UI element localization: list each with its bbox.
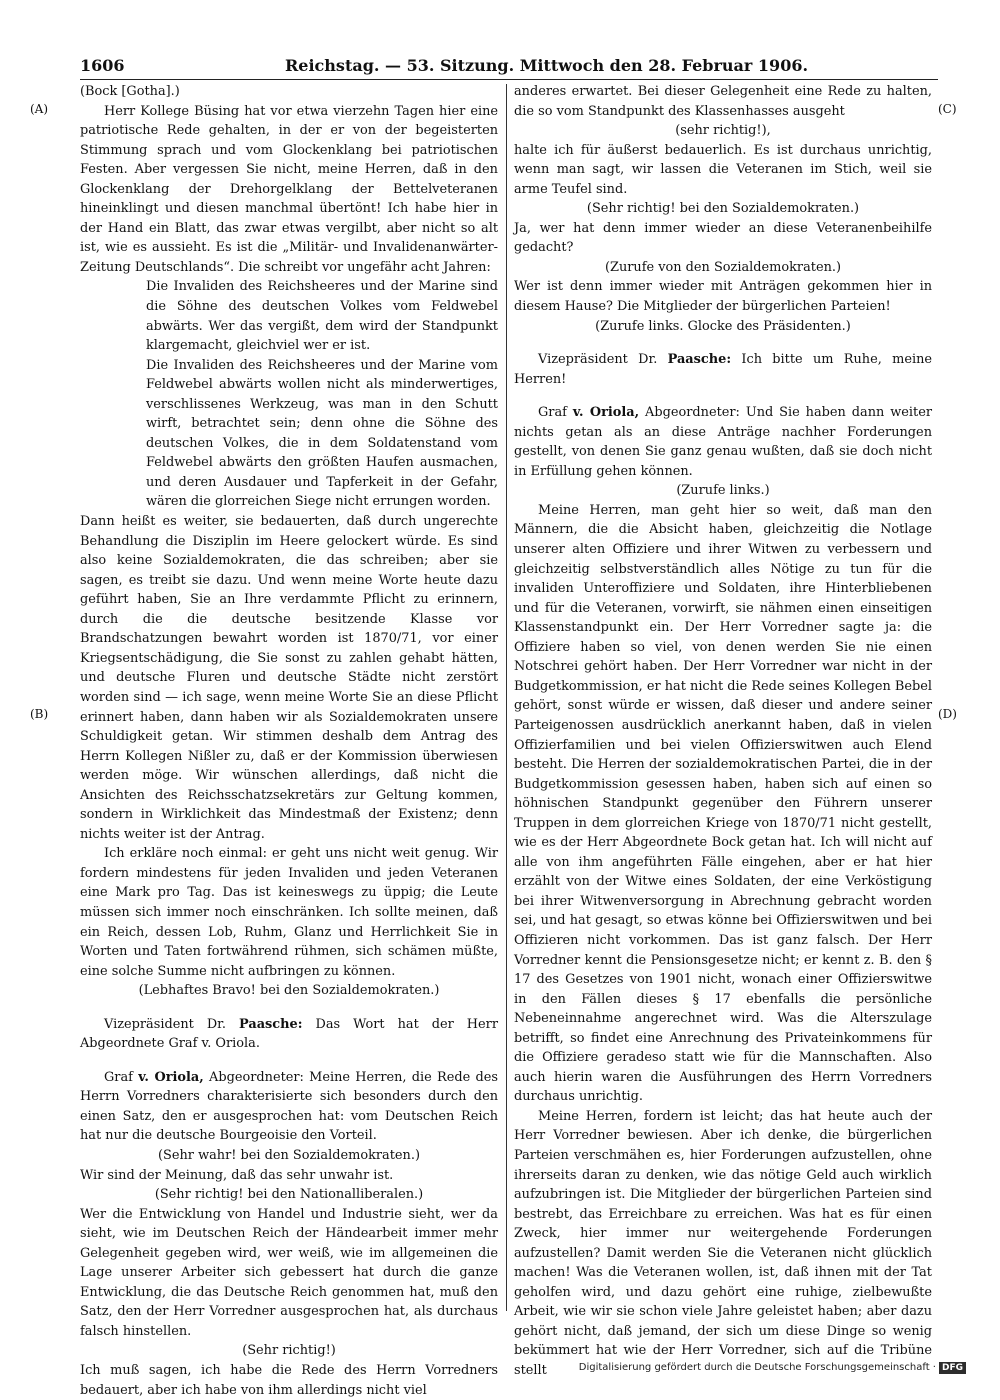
speaker-name: Paasche: <box>667 352 732 368</box>
speaker-paragraph <box>80 1068 498 1146</box>
speaker-title: Graf <box>104 1069 139 1085</box>
interjection: (Sehr richtig! bei den Sozialdemokraten.) <box>586 201 860 217</box>
column-divider <box>506 84 507 1311</box>
interjection: (sehr richtig!), <box>675 123 771 139</box>
speaker-paragraph <box>514 403 932 481</box>
speaker-continuation: (Bock [Gotha].) <box>80 84 180 99</box>
paragraph: Meine Herren, man geht hier so weit, daß man den Männern, die die Absicht haben, gleichzeitig die Notlage unserer alten Offiziere und ihrer Witwen zu verbessern und gleichzeitig selbstverständlich alles Nötige zu tun für die invaliden Unteroffiziere und Soldaten, ihre Hinterbliebenen und für die Veteranen, vorwirft, sie nähmen einen einseitigen Klassenstandpunkt ein. Der Herr Vorredner sagte ja: die Offiziere haben so viel, von denen werden Sie nie einen Notschrei gehört haben. Der Herr Vorredner war nicht in der Budgetkommission, er hat nicht die Rede seines Kollegen Bebel gehört, sonst würde er wissen, daß dieser und andere seiner Parteigenossen ausdrücklich anerkannt haben, daß in vielen Offizierfamilien und bei vielen Offizierswitwen auch Elend besteht. Die Herren der sozialdemokratischen Partei, die in der Budgetkommission gesessen haben, haben sich auf einen so höhnischen Standpunkt gegenüber den Führern unserer Truppen in dem glorreichen Kriege von 1870/71 nicht gestellt, wie es der Herr Abgeordnete Bock getan hat. Ich will nicht auf alle von ihm angeführten Fälle eingehen, aber er hat hier erzählt von der Witwe eines Soldaten, der eine Verköstigung bei ihrer Witwenversorgung in Abrechnung gebracht worden sei, und hat gesagt, so etwas könne bei Offizierswitwen und bei Offizieren nicht vorkommen. Das ist ganz falsch. Der Herr Vorredner kennt die Pensionsgesetze nicht; er kennt z. B. den § 17 des Gesetzes von 1901 nicht, wonach einer Offizierswitwe in den Fällen dieses § 17 ebenfalls die persönliche Nebeneinnahme angerechnet wird. Was die Alterszulage betrifft, so findet eine Anrechnung des Privateinkommens für die Offiziere geradeso statt wie für die Mannschaften. Also auch hierin waren die Ausführungen des Herrn Vorredners durchaus unrichtig. <box>514 502 932 1105</box>
speech-text: Abgeordneter: Meine Herren, die Rede des Herrn Vorredners charakterisierte sich besonders durch den einen Satz, den er ausgesprochen hat: vom Deutschen Reich hat nur die deutsche Bourgeoisie den Vorteil. <box>80 1069 499 1144</box>
margin-marker-d: (D) <box>938 707 957 721</box>
interjection: (Sehr richtig!) <box>242 1343 336 1359</box>
speaker-title: Vizepräsident Dr. <box>538 352 668 368</box>
speaker-paragraph <box>80 1015 498 1054</box>
paragraph: Ich muß sagen, ich habe die Rede des Herrn Vorredners bedauert, aber ich habe von ihm allerdings nicht viel <box>80 1363 498 1398</box>
speech-text: Ich bitte um Ruhe, meine Herren! <box>514 352 932 387</box>
page-header <box>80 56 938 78</box>
running-title: Reichstag. — 53. Sitzung. Mittwoch den 28. Februar 1906. <box>285 56 809 75</box>
speaker-name: Paasche: <box>239 1016 303 1032</box>
paragraph: halte ich für äußerst bedauerlich. Es ist durchaus unrichtig, wenn man sagt, wir lassen die Veteranen im Stich, weil sie arme Teufel sind. <box>514 142 932 197</box>
paragraph: Ja, wer hat denn immer wieder an diese Veteranenbeihilfe gedacht? <box>514 220 932 256</box>
speech-text: Das Wort hat der Herr Abgeordnete Graf v. Oriola. <box>80 1016 498 1052</box>
page-number: 1606 <box>80 56 125 75</box>
margin-marker-b: (B) <box>30 707 49 721</box>
interjection: (Sehr richtig! bei den Nationalliberalen.) <box>154 1187 424 1203</box>
speaker-paragraph <box>514 350 932 389</box>
quotation: Die Invaliden des Reichsheeres und der Marine vom Feldwebel abwärts wollen nicht als minderwertiges, verschlissenes Werkzeug, was man in den Schutt wirft, betrachtet sein; denn ohne die Söhne des deutschen Volkes, die in dem Soldatenstand vom Feldwebel abwärts den größten Haufen ausmachen, und deren Ausdauer und Tapferkeit in der Gefahr, wären die glorreichen Siege nicht errungen worden. <box>146 357 498 510</box>
margin-marker-a: (A) <box>30 102 49 116</box>
right-column <box>514 82 932 1381</box>
paragraph: Meine Herren, fordern ist leicht; das hat heute auch der Herr Vorredner bewiesen. Aber ich denke, die bürgerlichen Parteien verschmähen es, hier Forderungen aufzustellen, ohne ihrerseits daran zu denken, wie das nötige Geld auch wirklich aufzubringen ist. Die Mitglieder der bürgerlichen Parteien sind bestrebt, das Erreichbare zu erreichen. Was hat es für einen Zweck, hier immer nur weitergehende Forderungen aufzustellen? Damit werden Sie die Veteranen nicht glücklich machen! Was die Veteranen wollen, ist, daß ihnen mit der Tat geholfen wird, und dazu gehört eine ruhige, zielbewußte Arbeit, wie wir sie schon viele Jahre geleistet haben; aber dazu gehört nicht, daß jemand, der sich um diese Dinge so wenig bekümmert hat wie der Herr Vorredner, sich auf die Tribüne stellt <box>514 1108 932 1378</box>
paragraph: Dann heißt es weiter, sie bedauerten, daß durch ungerechte Behandlung die Disziplin im Heere gelockert würde. Es sind also keine Sozialdemokraten, die das schreiben; aber sie sagen, es treibt sie dazu. Und wenn meine Worte heute dazu geführt haben, Sie an Ihre verdammte Pflicht zu erinnern, durch die die deutsche besitzende Klasse vor Brandschatzungen bewahrt worden ist 1870/71, vor einer Kriegsentschädigung, die Sie sonst zu zahlen gehabt hätten, und deutsche Fluren und deutsche Städte nicht zerstört worden sind — ich sage, wenn meine Worte Sie an diese Pflicht erinnert haben, dann haben wir als Sozialdemokraten unsere Schuldigkeit getan. Wir stimmen deshalb dem Antrag des Herrn Kollegen Nißler zu, daß er der Kommission überwiesen werden möge. Wir wünschen allerdings, daß nicht die Ansichten des Reichsschatzsekretärs zur Geltung kommen, sondern in Wirklichkeit das Mindestmaß der Existenz; denn nichts weiter ist der Antrag. <box>80 514 498 842</box>
dfg-logo: DFG <box>939 1362 966 1374</box>
speaker-name: v. Oriola, <box>572 405 640 421</box>
left-column <box>80 82 498 1400</box>
paragraph: anderes erwartet. Bei dieser Gelegenheit eine Rede zu halten, die so vom Standpunkt des Klassenhasses ausgeht <box>514 84 932 119</box>
speaker-name: v. Oriola, <box>138 1069 204 1085</box>
paragraph: Ich erkläre noch einmal: er geht uns nicht weit genug. Wir fordern mindestens für jeden Invaliden und jeden Veteranen eine Mark pro Tag. Das ist keineswegs zu üppig; die Leute müssen sich immer noch einschränken. Ich sollte meinen, daß ein Reich, dessen Lob, Ruhm, Glanz und Herrlichkeit Sie in Worten und Taten fortwährend rühmen, sich schämen müßte, eine solche Summe nicht aufbringen zu können. <box>80 846 498 979</box>
paragraph: Herr Kollege Büsing hat vor etwa vierzehn Tagen hier eine patriotische Rede gehalten, in der er von der begeisterten Stimmung sprach und vom Glockenklang bei patriotischen Festen. Aber vergessen Sie nicht, meine Herren, daß in den Glockenklang der Drehorgelklang der Bettelveteranen hineinklingt und diesen manchmal übertönt! Ich habe hier in der Hand ein Blatt, das zwar etwas vergilbt, aber nicht so alt ist, wie es aussieht. Es ist die „Militär- und Invalidenanwärter-Zeitung Deutschlands“. Die schreibt vor ungefähr acht Jahren: <box>80 103 498 275</box>
speech-text: Abgeordneter: Und Sie haben dann weiter nichts getan als an diese Anträge nachher Forderungen gestellt, von denen Sie ganz genau wußten, daß sie doch nicht in Erfüllung gehen können. <box>514 405 933 479</box>
margin-marker-c: (C) <box>938 102 957 116</box>
paragraph: Wer ist denn immer wieder mit Anträgen gekommen hier in diesem Hause? Die Mitglieder der bürgerlichen Parteien! <box>514 279 932 315</box>
interjection: (Zurufe links.) <box>676 483 770 499</box>
interjection: (Zurufe links. Glocke des Präsidenten.) <box>595 318 851 334</box>
speaker-title: Graf <box>538 405 573 421</box>
interjection: (Sehr wahr! bei den Sozialdemokraten.) <box>158 1147 420 1163</box>
footer-credit <box>579 1362 966 1374</box>
paragraph: Wer die Entwicklung von Handel und Industrie sieht, wer da sieht, wie im Deutschen Reich der Händearbeit immer mehr Gelegenheit gegeben wird, wer weiß, wie im allgemeinen die Lage unserer Arbeiter sich gebessert hat durch die ganze Entwicklung, die das Deutsche Reich genommen hat, muß den Satz, den der Herr Vorredner ausgesprochen hat, als durchaus falsch hinstellen. <box>80 1206 498 1339</box>
header-rule <box>80 79 938 80</box>
interjection: (Lebhaftes Bravo! bei den Sozialdemokraten.) <box>138 983 440 999</box>
paragraph: Wir sind der Meinung, daß das sehr unwahr ist. <box>80 1167 394 1183</box>
interjection: (Zurufe von den Sozialdemokraten.) <box>604 259 842 275</box>
footer-text: Digitalisierung gefördert durch die Deutsche Forschungsgemeinschaft · <box>578 1362 936 1373</box>
speaker-title: Vizepräsident Dr. <box>104 1016 239 1032</box>
quotation: Die Invaliden des Reichsheeres und der Marine sind die Söhne des deutschen Volkes vom Feldwebel abwärts. Wer das vergißt, dem wird der Standpunkt klargemacht, gleichviel wer er ist. <box>146 279 498 354</box>
